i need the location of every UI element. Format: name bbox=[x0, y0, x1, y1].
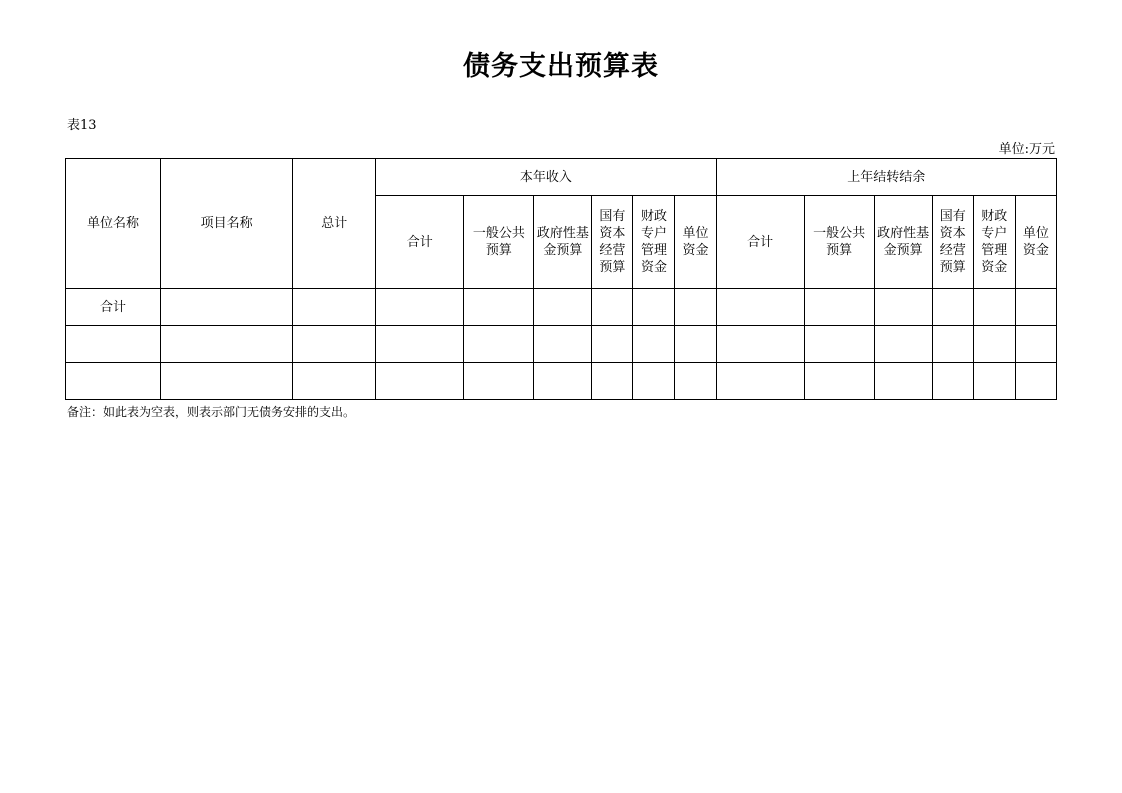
table-cell bbox=[464, 289, 534, 326]
header-carry-fiscal-special bbox=[973, 196, 1015, 289]
table-cell bbox=[973, 363, 1015, 400]
page-title: 债务支出预算表 bbox=[463, 51, 659, 82]
header-carry-state-capital bbox=[932, 196, 973, 289]
header-carry-unit-funds bbox=[1015, 196, 1056, 289]
header-unit-name: 单位名称 bbox=[66, 159, 161, 289]
header-current-year-income: 本年收入 bbox=[376, 159, 716, 196]
header-row-group bbox=[66, 159, 1057, 196]
table-cell bbox=[534, 363, 592, 400]
header-income-state-capital bbox=[592, 196, 633, 289]
table-cell bbox=[932, 363, 973, 400]
header-carry-unit-funds-text: 单位资金 bbox=[1022, 226, 1049, 258]
table-cell bbox=[716, 289, 804, 326]
table-cell bbox=[633, 326, 675, 363]
header-income-general-public-text: 一般公共预算 bbox=[472, 226, 525, 258]
table-cell bbox=[592, 289, 633, 326]
table-cell bbox=[376, 326, 464, 363]
table-cell bbox=[293, 289, 376, 326]
table-cell bbox=[716, 326, 804, 363]
table-cell bbox=[592, 363, 633, 400]
header-carry-fiscal-special-text: 财政专户管理资金 bbox=[981, 209, 1008, 275]
row-label: 合计 bbox=[66, 289, 161, 326]
header-carry-state-capital-text: 国有资本经营预算 bbox=[939, 209, 966, 275]
row-label bbox=[66, 326, 161, 363]
table-cell bbox=[932, 326, 973, 363]
header-income-fiscal-special-text: 财政专户管理资金 bbox=[640, 209, 667, 275]
table-cell bbox=[534, 326, 592, 363]
header-income-gov-fund bbox=[534, 196, 592, 289]
footnote: 备注：如此表为空表，则表示部门无债务安排的支出。 bbox=[67, 405, 356, 419]
table-cell bbox=[932, 289, 973, 326]
table-row bbox=[66, 363, 1057, 400]
header-carry-subtotal: 合计 bbox=[716, 196, 804, 289]
table-cell bbox=[1015, 289, 1056, 326]
table-cell bbox=[874, 363, 932, 400]
table-cell bbox=[675, 326, 716, 363]
header-income-gov-fund-text: 政府性基金预算 bbox=[536, 226, 589, 258]
table-cell bbox=[464, 326, 534, 363]
table-cell bbox=[973, 289, 1015, 326]
table-cell bbox=[874, 326, 932, 363]
table-cell bbox=[1015, 363, 1056, 400]
header-project-name: 项目名称 bbox=[161, 159, 293, 289]
header-income-state-capital-text: 国有资本经营预算 bbox=[599, 209, 626, 275]
unit-label: 单位:万元 bbox=[998, 142, 1055, 157]
table-cell bbox=[804, 289, 874, 326]
table-cell bbox=[376, 289, 464, 326]
header-income-unit-funds bbox=[675, 196, 716, 289]
header-prior-year-carryover: 上年结转结余 bbox=[716, 159, 1056, 196]
table-row bbox=[66, 289, 1057, 326]
table-cell bbox=[161, 363, 293, 400]
header-income-fiscal-special bbox=[633, 196, 675, 289]
table-cell bbox=[161, 326, 293, 363]
table-cell bbox=[675, 289, 716, 326]
table-cell bbox=[376, 363, 464, 400]
table-cell bbox=[675, 363, 716, 400]
header-total: 总计 bbox=[293, 159, 376, 289]
table-cell bbox=[874, 289, 932, 326]
table-cell bbox=[804, 363, 874, 400]
table-number: 表13 bbox=[67, 118, 97, 133]
table-cell bbox=[534, 289, 592, 326]
header-carry-gov-fund-text: 政府性基金预算 bbox=[877, 226, 930, 258]
table-cell bbox=[633, 363, 675, 400]
table-cell bbox=[1015, 326, 1056, 363]
table-cell bbox=[464, 363, 534, 400]
header-carry-gov-fund bbox=[874, 196, 932, 289]
table-row bbox=[66, 326, 1057, 363]
table-cell bbox=[293, 326, 376, 363]
table-cell bbox=[592, 326, 633, 363]
header-income-subtotal: 合计 bbox=[376, 196, 464, 289]
table-cell bbox=[804, 326, 874, 363]
table-cell bbox=[293, 363, 376, 400]
table-cell bbox=[973, 326, 1015, 363]
header-carry-general-public-text: 一般公共预算 bbox=[813, 226, 866, 258]
header-carry-general-public bbox=[804, 196, 874, 289]
table-cell bbox=[161, 289, 293, 326]
debt-expenditure-table bbox=[65, 158, 1057, 400]
row-label bbox=[66, 363, 161, 400]
header-income-unit-funds-text: 单位资金 bbox=[682, 226, 709, 258]
header-income-general-public bbox=[464, 196, 534, 289]
table-cell bbox=[716, 363, 804, 400]
table-cell bbox=[633, 289, 675, 326]
